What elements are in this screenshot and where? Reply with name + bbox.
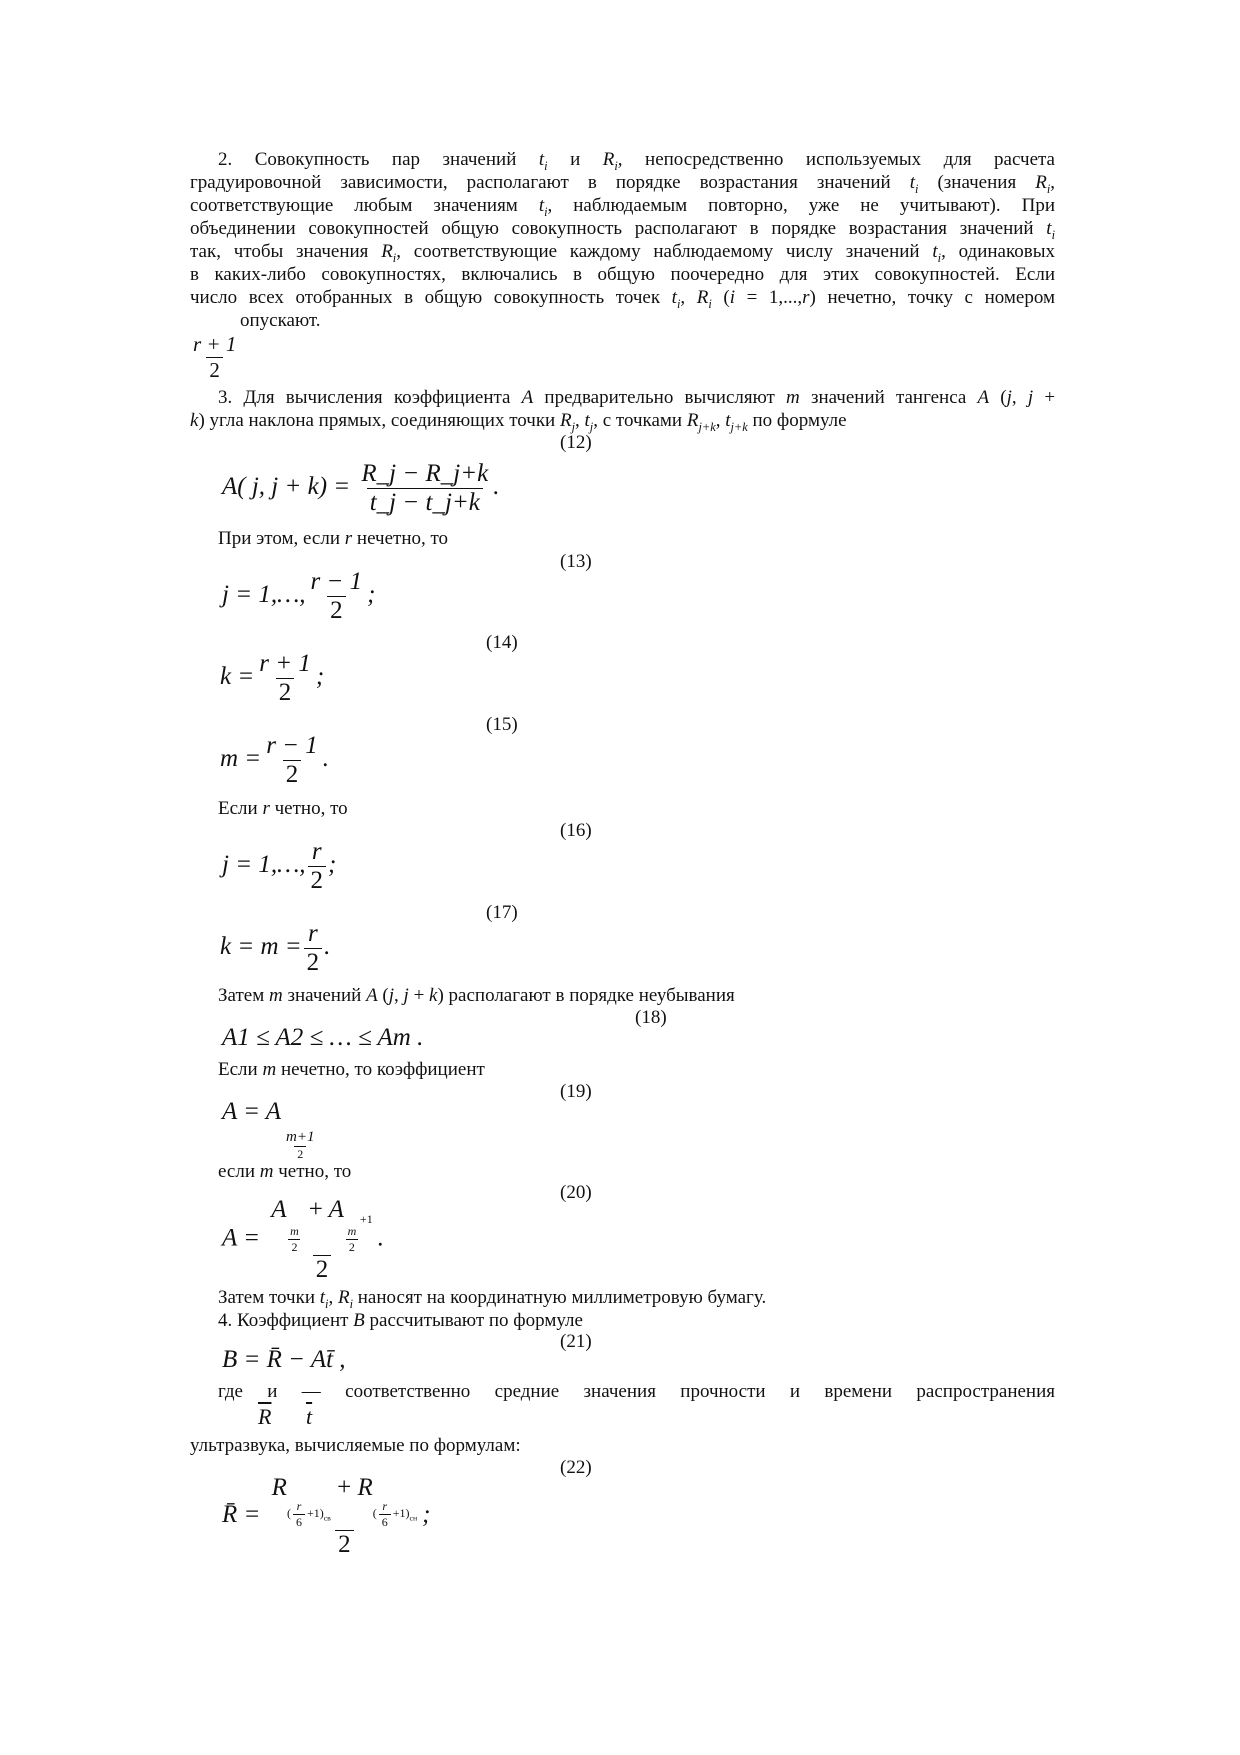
- math-symbol: k: [429, 985, 438, 1006]
- text-run: , с точками: [593, 410, 687, 431]
- math-symbol: i: [729, 287, 735, 308]
- math-symbol: R: [1035, 172, 1047, 193]
- lhs: m =: [220, 745, 262, 773]
- math-symbol: j: [388, 985, 395, 1006]
- denominator: 2: [327, 596, 346, 625]
- formula-19: [222, 1098, 319, 1162]
- text-run: в каких-либо совокупностях, включались в общую поочередно для этих совокупностей. Если: [190, 264, 1055, 285]
- math-symbol: t: [725, 410, 731, 431]
- subscript: i: [676, 296, 681, 311]
- text-run: наносят на координатную миллиметровую бумагу.: [353, 1287, 767, 1308]
- text-line: [218, 1058, 1055, 1081]
- formula-17: k = m = $\frac{r}{2}$ .: [220, 920, 331, 976]
- text-run: ультразвука, вычисляемые по формулам:: [190, 1435, 521, 1456]
- denominator: 2: [335, 1530, 354, 1559]
- text-run: , наблюдаемым повторно, уже не учитывают). При: [547, 195, 1055, 216]
- math-symbol: R: [686, 410, 699, 431]
- text-run: Затем: [218, 985, 269, 1006]
- text-run: соответствующие любым значениям: [190, 195, 539, 216]
- p3-line: [218, 386, 1055, 409]
- text-run: — соответственно средние значения прочности и времени распространения: [301, 1381, 1055, 1402]
- text-run: (: [711, 287, 730, 308]
- t-bar: $\overline{t}$: [306, 1404, 313, 1429]
- lhs: R̄ =: [222, 1501, 261, 1529]
- denominator: t_j − t_j+k: [367, 488, 483, 517]
- text-run: , одинаковых: [941, 241, 1055, 262]
- text-run: объединении совокупностей общую совокупность располагают в порядке возрастания значений: [190, 218, 1047, 239]
- text-run: ,: [394, 985, 404, 1006]
- text-run: четно, то: [269, 798, 348, 819]
- formula-22: R̄ = $R_{(r 6 +1)_{св}} + R_{(r 6 +1)_{сн}}$ 2 ;: [222, 1474, 431, 1558]
- text-run: так, чтобы значения: [190, 241, 382, 262]
- text-run: значений тангенса: [799, 387, 978, 408]
- p3-line: [190, 409, 1055, 439]
- math-symbol: r: [344, 528, 353, 549]
- text-line: [218, 527, 1055, 550]
- numerator: r − 1: [310, 568, 363, 595]
- eq-number: (20): [560, 1182, 592, 1203]
- math-symbol: m: [268, 985, 283, 1006]
- r-bar: $\overline{R}$: [258, 1404, 272, 1429]
- math-symbol: A: [366, 985, 378, 1006]
- subscript: i: [937, 250, 942, 265]
- math-symbol: t: [932, 241, 938, 262]
- text-run: ,: [680, 287, 697, 308]
- math-symbol: B: [353, 1310, 365, 1331]
- text-run: (значения: [918, 172, 1036, 193]
- math-symbol: m: [786, 387, 800, 408]
- eq-number: (15): [486, 714, 518, 735]
- text-run: Если: [218, 798, 263, 819]
- subscript: i: [1046, 181, 1051, 196]
- numerator: r + 1: [193, 332, 237, 356]
- text-line: [190, 1434, 1055, 1457]
- eq-number: (14): [486, 632, 518, 653]
- lhs: k = m =: [220, 933, 302, 961]
- eq-number: (13): [560, 551, 592, 572]
- text-run: значений: [282, 985, 367, 1006]
- text-line: [218, 797, 1055, 820]
- text-run: = 1,...,: [734, 287, 803, 308]
- formula-12: A( j, j + k) = $\frac{R\_j - R\_j+k}{t\_j - t\_j+k}$ .: [222, 460, 500, 516]
- subscript: св: [323, 1513, 331, 1523]
- text-run: +: [1033, 387, 1056, 408]
- formula-15: m = $\frac{r - 1}{2}$ .: [220, 732, 330, 788]
- eq-number: (17): [486, 902, 518, 923]
- denominator: 2: [313, 1255, 332, 1284]
- subscript: i: [349, 1296, 354, 1311]
- denominator: 2: [206, 357, 223, 383]
- math-symbol: R: [381, 241, 393, 262]
- subscript: i: [544, 204, 548, 219]
- numerator: r − 1: [266, 732, 318, 759]
- text-run: рассчитывают по формуле: [364, 1310, 583, 1331]
- numerator: m+1: [286, 1129, 315, 1145]
- text-line: [218, 1309, 1055, 1332]
- text-run: число всех отобранных в общую совокупность точек: [190, 287, 672, 308]
- denominator: 2: [283, 760, 302, 789]
- math-symbol: j: [1006, 387, 1012, 408]
- formula-13: j = 1,…, $\frac{r - 1}{2}$ ;: [222, 568, 376, 624]
- math-symbol: R: [696, 287, 709, 308]
- subscript: j+k: [730, 419, 748, 434]
- text-run: четно, то: [273, 1161, 352, 1182]
- lhs: k =: [220, 663, 255, 691]
- text-run: ,: [575, 410, 585, 431]
- text-run: ) угла наклона прямых, соединяющих точки: [198, 410, 560, 431]
- formula-20: A = Am 2 + Am 2 $_{+1}$ 2 .: [222, 1196, 384, 1283]
- text-run: где: [218, 1381, 268, 1402]
- text-run: ) располагают в порядке неубывания: [437, 985, 735, 1006]
- eq-number: (22): [560, 1457, 592, 1478]
- eq-number: (18): [635, 1007, 667, 1028]
- subscript: i: [614, 158, 618, 173]
- text-run: 3. Для вычисления коэффициента: [218, 387, 522, 408]
- math-symbol: m: [259, 1161, 274, 1182]
- text-line: [218, 984, 1055, 1007]
- math-symbol: t: [584, 410, 590, 431]
- subscript: сн: [409, 1513, 418, 1523]
- math-symbol: j: [403, 985, 409, 1006]
- subscript: j: [589, 419, 594, 434]
- lhs: A( j, j + k) =: [222, 473, 351, 501]
- text-run: При этом, если: [218, 528, 345, 549]
- math-symbol: t: [538, 149, 545, 170]
- lhs: j = 1,…,: [222, 581, 306, 609]
- frac-r-plus-1-over-2: [188, 332, 241, 383]
- text-run: градуировочной зависимости, располагают в порядке возрастания значений: [190, 172, 910, 193]
- eq-number: (12): [560, 432, 592, 453]
- subscript: i: [392, 250, 397, 265]
- text-run: ,: [1011, 387, 1028, 408]
- math-symbol: r: [262, 798, 270, 819]
- text-run: , непосредственно используемых для расчета: [617, 149, 1055, 170]
- subscript: i: [325, 1296, 329, 1311]
- text-run: ,: [1050, 172, 1055, 193]
- subscript: j+k: [698, 419, 716, 434]
- text-run: ) нечетно, точку с номером: [809, 287, 1056, 308]
- formula-16: j = 1,…, $\frac{r}{2}$ ;: [222, 838, 337, 894]
- text-run: ,: [328, 1287, 338, 1308]
- math-symbol: t: [909, 172, 915, 193]
- math-symbol: t: [1046, 218, 1052, 239]
- lhs: A =: [222, 1224, 260, 1252]
- text-run: по формуле: [747, 410, 847, 431]
- text-run: нечетно, то: [352, 528, 449, 549]
- subscript: j: [571, 419, 576, 434]
- math-symbol: A: [521, 387, 534, 408]
- formula-18: A1 ≤ A2 ≤ … ≤ Am .: [222, 1024, 424, 1051]
- math-symbol: t: [319, 1287, 326, 1308]
- formula-14: k = $\frac{r + 1}{2}$ ;: [220, 650, 325, 706]
- text-line: [218, 1160, 1055, 1183]
- math-symbol: r: [802, 287, 810, 308]
- math-symbol: A: [977, 387, 990, 408]
- math-symbol: R: [559, 410, 572, 431]
- text-run: ,: [715, 410, 726, 431]
- eq-number: (21): [560, 1331, 592, 1352]
- numerator: r: [308, 920, 318, 947]
- text-run: +: [408, 985, 430, 1006]
- math-symbol: R: [602, 149, 615, 170]
- text-run: 2. Совокупность пар значений: [218, 149, 539, 170]
- text-run: (: [989, 387, 1007, 408]
- subscript: i: [1051, 227, 1055, 242]
- text-run: предварительно вычисляют: [533, 387, 787, 408]
- text-run: Затем точки: [218, 1287, 320, 1308]
- math-symbol: R: [337, 1287, 350, 1308]
- math-symbol: t: [671, 287, 677, 308]
- formula-21: B = R̄ − At̄ ,: [222, 1346, 346, 1373]
- math-symbol: k: [190, 410, 199, 431]
- eq-number: (19): [560, 1081, 592, 1102]
- text-run: (: [377, 985, 389, 1006]
- lhs: A = A: [222, 1098, 282, 1125]
- lhs: j = 1,…,: [222, 851, 306, 879]
- text-run: 4. Коэффициент: [218, 1310, 354, 1331]
- r-bar-symbol: [258, 1404, 271, 1429]
- text-line: [218, 1380, 1055, 1403]
- math-symbol: t: [538, 195, 545, 216]
- text-run: , соответствующие каждому наблюдаемому числу значений: [396, 241, 933, 262]
- subscript: i: [708, 296, 712, 311]
- numerator: r: [311, 838, 322, 865]
- text-run: если: [218, 1161, 260, 1182]
- denominator: 2: [304, 948, 323, 977]
- math-symbol: m: [262, 1059, 277, 1080]
- subscript: i: [544, 158, 548, 173]
- eq-number: (16): [560, 820, 592, 841]
- denominator: 2: [276, 678, 295, 707]
- text-run: и: [267, 1381, 302, 1402]
- numerator: R_j − R_j+k: [361, 460, 489, 487]
- t-bar-symbol: [306, 1404, 312, 1429]
- math-symbol: j: [1027, 387, 1034, 408]
- denominator: 2: [308, 866, 327, 895]
- numerator: r + 1: [259, 650, 311, 677]
- denominator: 2: [294, 1146, 306, 1162]
- p2-tail: опускают.: [240, 310, 321, 331]
- p2-line: [190, 263, 1055, 286]
- text-run: и: [547, 149, 603, 170]
- subscript: i: [915, 181, 919, 196]
- text-run: Если: [218, 1059, 263, 1080]
- text-run: нечетно, то коэффициент: [276, 1059, 485, 1080]
